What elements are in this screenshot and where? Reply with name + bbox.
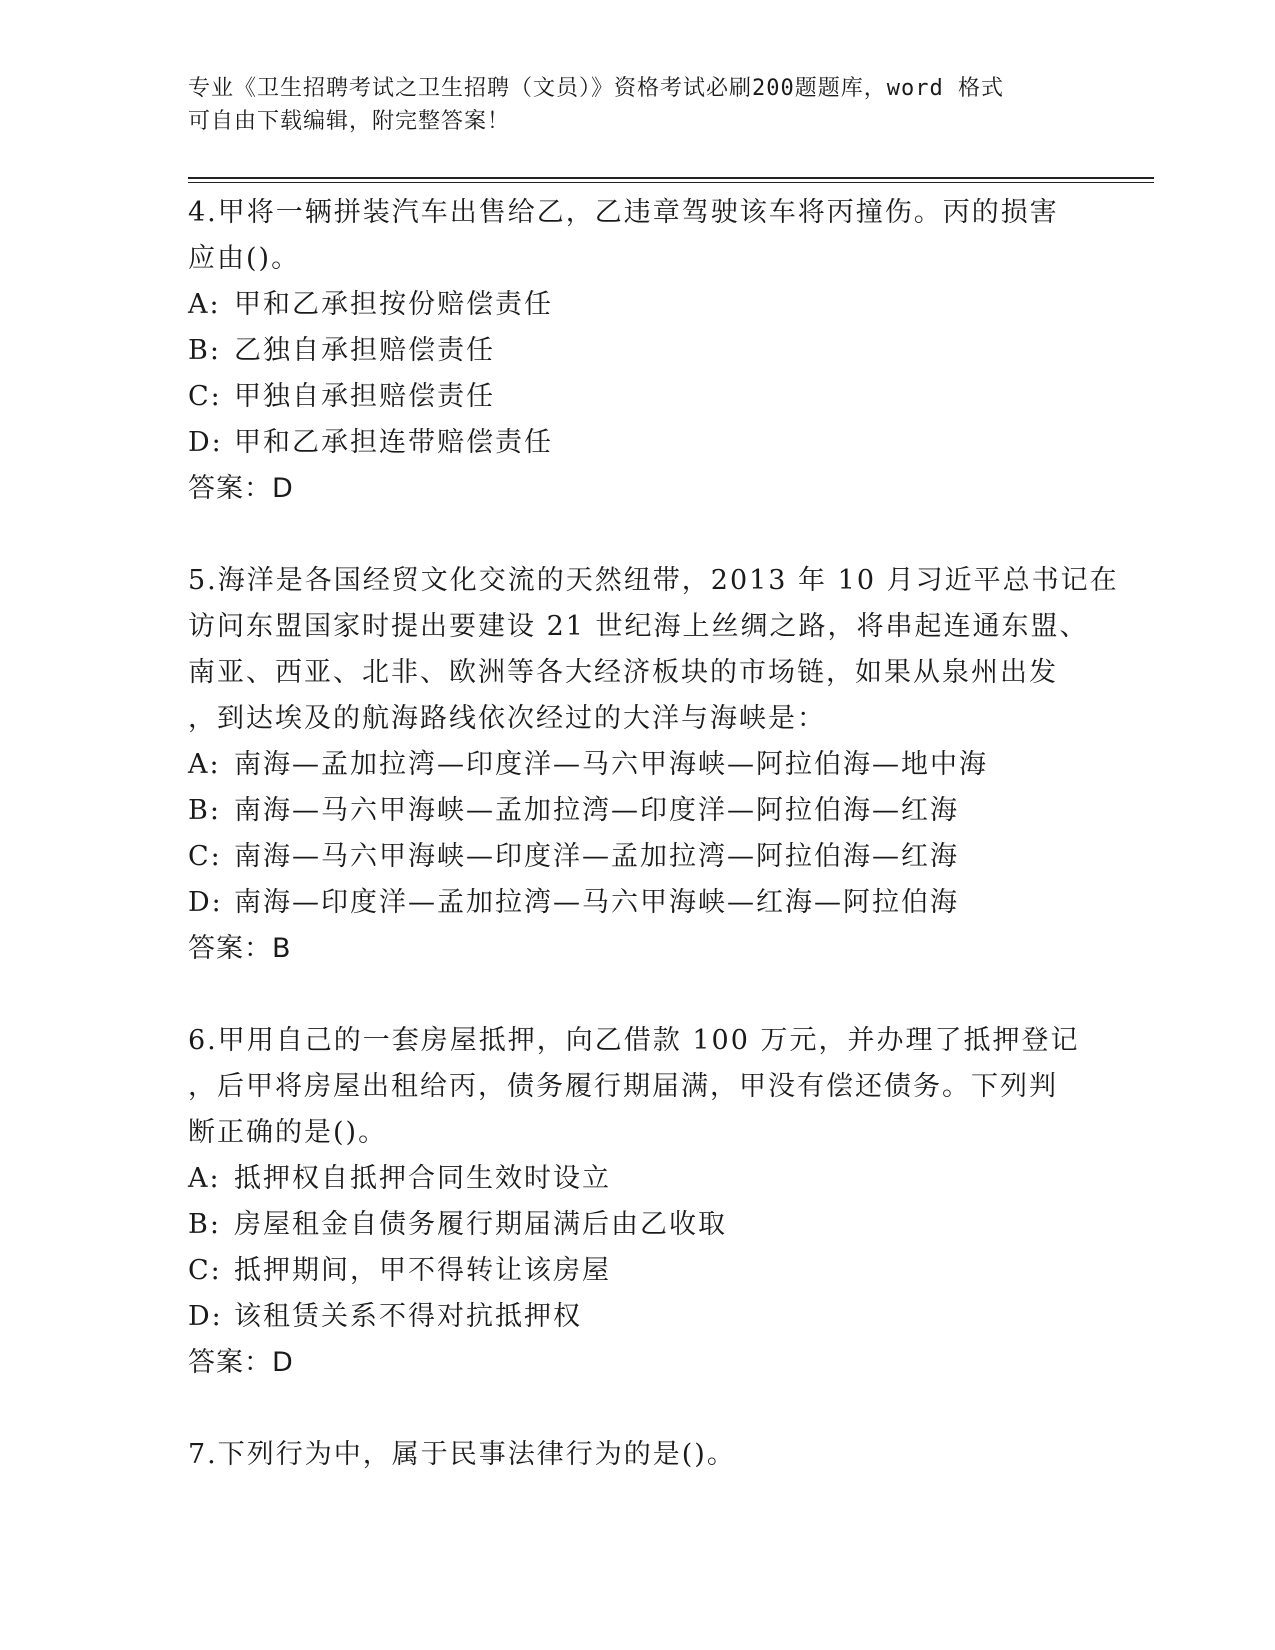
option-key: B: <box>188 335 221 366</box>
answer: 答案：B <box>188 933 292 964</box>
option-text: 甲和乙承担按份赔偿责任 <box>234 289 553 320</box>
option-d <box>188 420 1148 466</box>
option-text: 南海—孟加拉湾—印度洋—马六甲海峡—阿拉伯海—地中海 <box>234 749 988 780</box>
option-key: D: <box>188 1301 223 1332</box>
question-text-line: 4.甲将一辆拼装汽车出售给乙，乙违章驾驶该车将丙撞伤。丙的损害 <box>188 197 1059 228</box>
option-a <box>188 282 1148 328</box>
option-text: 南海—马六甲海峡—孟加拉湾—印度洋—阿拉伯海—红海 <box>234 795 959 826</box>
option-key: A: <box>188 749 221 780</box>
header-line-2: 可自由下载编辑，附完整答案！ <box>188 109 511 134</box>
option-text: 该租赁关系不得对抗抵押权 <box>234 1301 582 1332</box>
option-c <box>188 1248 1148 1294</box>
option-key: A: <box>188 289 221 320</box>
option-text: 南海—马六甲海峡—印度洋—孟加拉湾—阿拉伯海—红海 <box>234 841 959 872</box>
question-text-line: 7.下列行为中，属于民事法律行为的是()。 <box>188 1439 736 1470</box>
answer: 答案：D <box>188 1347 294 1378</box>
header-divider-thin <box>188 182 1154 183</box>
question-text-line: 6.甲用自己的一套房屋抵押，向乙借款 100 万元，并办理了抵押登记 <box>188 1025 1080 1056</box>
option-b <box>188 1202 1148 1248</box>
question-text-line: ，后甲将房屋出租给丙，债务履行期届满，甲没有偿还债务。下列判 <box>188 1071 1058 1102</box>
option-text: 抵押期间，甲不得转让该房屋 <box>234 1255 611 1286</box>
option-key: C: <box>188 381 222 412</box>
option-d <box>188 1294 1148 1340</box>
question-7 <box>188 1432 1148 1478</box>
option-a <box>188 742 1148 788</box>
option-text: 房屋租金自债务履行期届满后由乙收取 <box>234 1209 727 1240</box>
option-text: 甲独自承担赔偿责任 <box>234 381 495 412</box>
question-text-line: 南亚、西亚、北非、欧洲等各大经济板块的市场链，如果从泉州出发 <box>188 657 1058 688</box>
option-key: B: <box>188 795 221 826</box>
question-list <box>188 190 1148 1478</box>
question-text-line: 5.海洋是各国经贸文化交流的天然纽带，2013 年 10 月习近平总书记在 <box>188 565 1119 596</box>
option-key: D: <box>188 427 223 458</box>
option-key: D: <box>188 887 223 918</box>
option-key: C: <box>188 841 222 872</box>
document-header <box>188 72 1088 138</box>
question-6 <box>188 1018 1148 1386</box>
option-b <box>188 328 1148 374</box>
question-5 <box>188 558 1148 972</box>
option-c <box>188 834 1148 880</box>
header-divider-thick <box>188 177 1154 179</box>
question-text-line: 断正确的是()。 <box>188 1117 388 1148</box>
option-text: 乙独自承担赔偿责任 <box>234 335 495 366</box>
question-text-line: 访问东盟国家时提出要建设 21 世纪海上丝绸之路，将串起连通东盟、 <box>188 611 1089 642</box>
question-text-line: ，到达埃及的航海路线依次经过的大洋与海峡是： <box>188 703 826 734</box>
option-c <box>188 374 1148 420</box>
option-text: 南海—印度洋—孟加拉湾—马六甲海峡—红海—阿拉伯海 <box>234 887 959 918</box>
question-4 <box>188 190 1148 512</box>
option-b <box>188 788 1148 834</box>
option-key: C: <box>188 1255 222 1286</box>
option-key: A: <box>188 1163 221 1194</box>
option-key: B: <box>188 1209 221 1240</box>
question-text-line: 应由()。 <box>188 243 301 274</box>
option-text: 甲和乙承担连带赔偿责任 <box>234 427 553 458</box>
option-text: 抵押权自抵押合同生效时设立 <box>234 1163 611 1194</box>
answer: 答案：D <box>188 473 294 504</box>
header-line-1: 专业《卫生招聘考试之卫生招聘（文员）》资格考试必刷200题题库，word 格式 <box>188 76 1004 101</box>
option-d <box>188 880 1148 926</box>
option-a <box>188 1156 1148 1202</box>
